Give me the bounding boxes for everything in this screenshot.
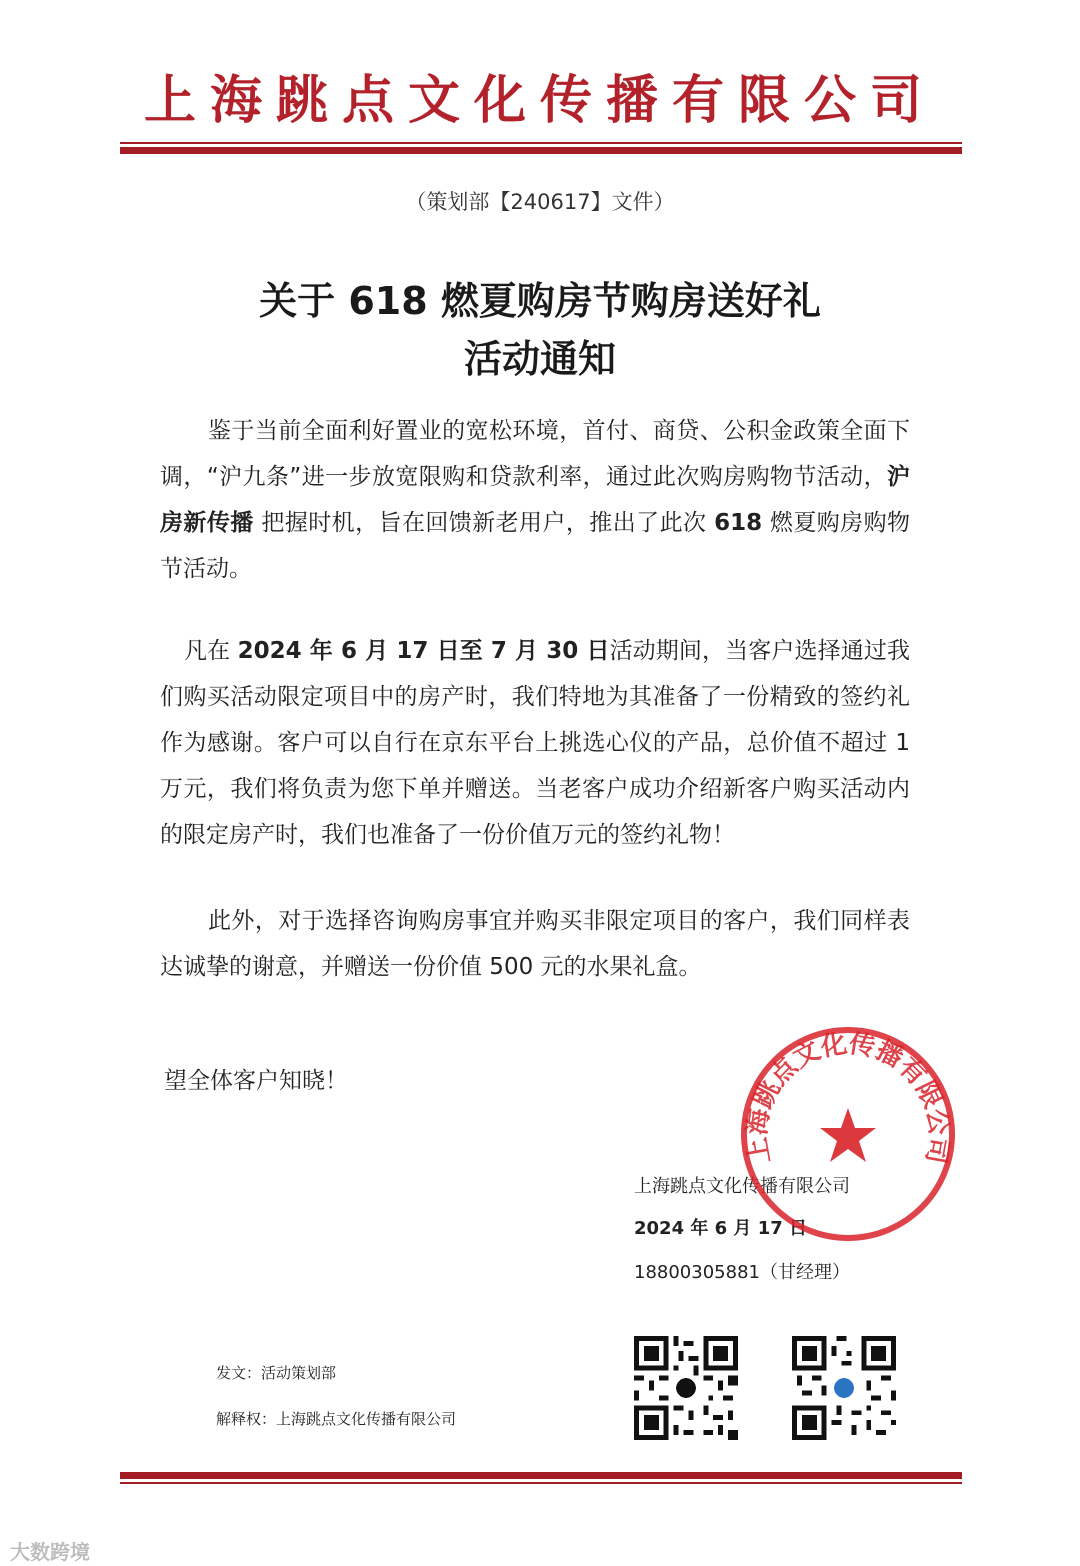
contact-phone: 18800305881（甘经理）	[634, 1262, 850, 1283]
signature-company: 上海跳点文化传播有限公司	[634, 1176, 850, 1197]
p1-text-b: 把握时机，旨在回馈新老用户，推出了此次	[253, 510, 715, 536]
p2-text-b: 活动期间，当客户选择通过我们购买活动限定项目中的房产时，我们特地为其准备了一份精致的签约礼作为感谢。客户可以自行在京东平台上挑选心仪的产品，总价值不超过 1 万元，我们将负责为您下单并赠送。当老客户成功介绍新客户购买活动内的限定房产时，我们也准备了一份价值万元的签约礼物！	[160, 638, 910, 848]
letterhead-company-name: 上海跳点文化传播有限公司	[143, 70, 936, 131]
event-number: 618	[714, 510, 763, 536]
footer-interpretation: 解释权：上海跳点文化传播有限公司	[216, 1410, 457, 1428]
brand-name: 沪房新传播	[160, 464, 910, 536]
title-line-2: 活动通知	[463, 337, 616, 381]
paragraph-3: 此外，对于选择咨询购房事宜并购买非限定项目的客户，我们同样表达诚挚的谢意，并赠送一份价值 500 元的水果礼盒。	[160, 908, 910, 980]
paragraph-1	[160, 408, 910, 592]
footer-issuer: 发文：活动策划部	[216, 1364, 337, 1382]
notice-title	[0, 272, 1080, 388]
document-number: （策划部【240617】文件）	[405, 190, 675, 214]
p2-text-a: 凡在	[184, 638, 238, 664]
p1-text-c: 燃夏购房购物节活动。	[160, 510, 911, 582]
title-line-1: 关于 618 燃夏购房节购房送好礼	[259, 279, 821, 323]
wechat-qr-code[interactable]	[634, 1336, 738, 1440]
watermark: 大数跨境	[10, 1540, 90, 1564]
footer-rule	[120, 1472, 962, 1484]
header-rule	[120, 142, 962, 154]
signature-date: 2024 年 6 月 17 日	[634, 1218, 808, 1239]
seal-text: 上海跳点文化传播有限公司	[742, 1029, 954, 1166]
event-period: 2024 年 6 月 17 日至 7 月 30 日	[237, 638, 610, 664]
service-qr-code[interactable]	[792, 1336, 896, 1440]
closing-line: 望全体客户知晓！	[164, 1068, 348, 1094]
p1-text-a: 鉴于当前全面利好置业的宽松环境，首付、商贷、公积金政策全面下调，“沪九条”进一步放宽限购和贷款利率，通过此次购房购物节活动，	[160, 418, 910, 490]
seal-star-icon	[820, 1108, 876, 1162]
company-seal-stamp	[738, 1024, 958, 1244]
paragraph-2	[160, 628, 910, 858]
